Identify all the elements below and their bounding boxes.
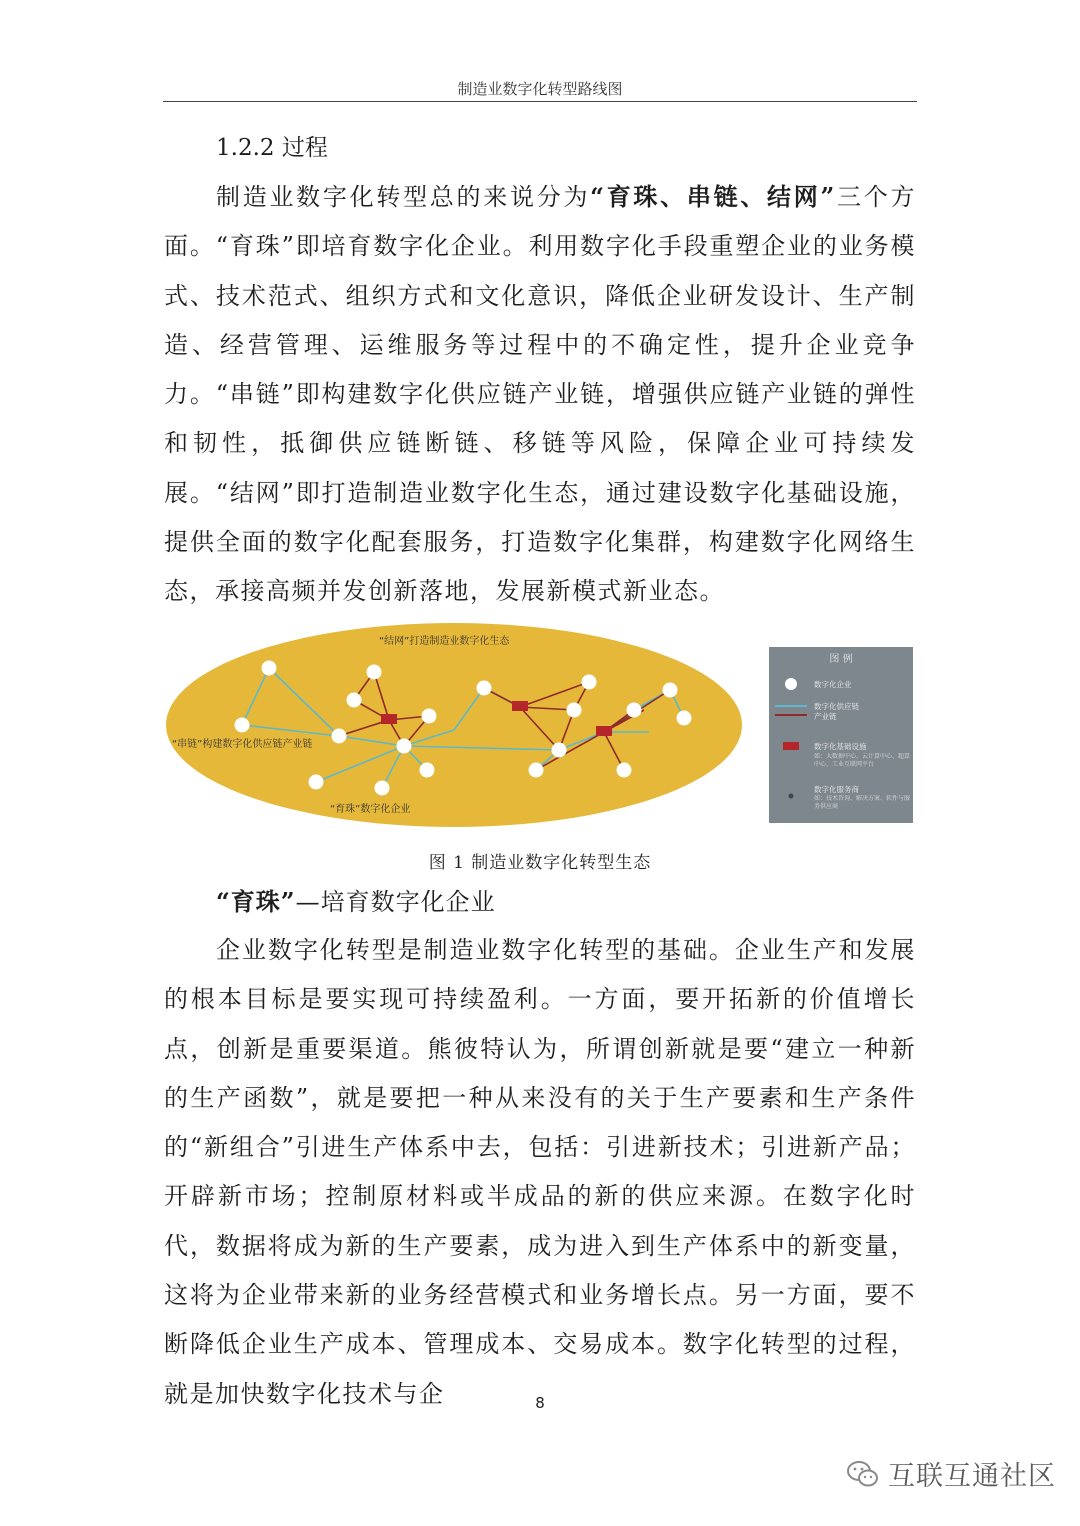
figure-caption: 图 1 制造业数字化转型生态 <box>428 853 652 873</box>
legend-item-supply: 数字化供应链 <box>814 702 859 711</box>
ecosystem-ellipse <box>166 623 742 827</box>
legend <box>769 647 913 823</box>
legend-infrastructure-swatch <box>783 742 799 750</box>
paragraph-intro: 制造业数字化转型总的来说分为 <box>216 183 591 211</box>
legend-service-note: 如：技术咨询、解决方案、软件与服务供应商 <box>814 795 910 810</box>
section-heading: 1.2.2 过程 <box>216 135 328 161</box>
legend-item-infrastructure: 数字化基础设施 <box>814 742 867 751</box>
header-divider <box>163 101 917 102</box>
paragraph-enterprise: 企业数字化转型是制造业数字化转型的基础。企业生产和发展的根本目标是要实现可持续盈利。一方面，要开拓新的价值增长点，创新是重要渠道。熊彼特认为，所谓创新就是要“建立一种新的生产函数”，就是要把一种从来没有的关于生产要素和生产条件的“新组合”引进生产体系中去，包括：引进新技术；引进新产品；开辟新市场；控制原材料或半成品的新的供应来源。在数字化时代，数据将成为新的生产要素，成为进入到生产体系中的新变量，这将为企业带来新的业务经营模式和业务增长点。另一方面，要不断降低企业生产成本、管理成本、交易成本。数字化转型的过程，就是加快数字化技术与企 <box>164 936 916 1408</box>
wechat-icon <box>846 1459 880 1489</box>
legend-service-swatch <box>789 794 794 799</box>
legend-item-industry: 产业链 <box>814 712 837 721</box>
ecosystem-figure <box>164 620 914 830</box>
legend-infrastructure-note: 如：大数据中心、云计算中心、超算中心、工业互联网平台 <box>814 753 910 768</box>
paragraph-process <box>164 172 916 617</box>
running-header: 制造业数字化转型路线图 <box>457 80 623 98</box>
subheading-rest: —培育数字化企业 <box>295 888 496 916</box>
label-chain: “串链”构建数字化供应链产业链 <box>172 739 313 750</box>
paragraph-body: 三个方面。“育珠”即培育数字化企业。利用数字化手段重塑企业的业务模式、技术范式、组织方式和文化意识，降低企业研发设计、生产制造、经营管理、运维服务等过程中的不确定性，提升企业竞争力。“串链”即构建数字化供应链产业链，增强供应链产业链的弹性和韧性，抵御供应链断链、移链等风险，保障企业可持续发展。“结网”即打造制造业数字化生态，通过建设数字化基础设施，提供全面的数字化配套服务，打造数字化集群，构建数字化网络生态，承接高频并发创新落地，发展新模式新业态。 <box>164 183 917 606</box>
page-number: 8 <box>535 1394 545 1412</box>
legend-title: 图 例 <box>829 654 853 665</box>
subheading-pearl <box>216 882 496 917</box>
legend-item-enterprise: 数字化企业 <box>814 680 852 689</box>
ecosystem-diagram <box>164 620 914 830</box>
watermark-text: 互联互通社区 <box>888 1461 1056 1492</box>
label-network: “结网”打造制造业数字化生态 <box>379 636 510 647</box>
label-pearl: “育珠”数字化企业 <box>330 804 411 815</box>
watermark <box>846 1454 1056 1493</box>
paragraph-emphasis: “育珠、串链、结网” <box>590 182 836 211</box>
legend-infrastructure-note-wrap <box>814 753 910 783</box>
subheading-emphasis: “育珠” <box>216 887 296 916</box>
legend-enterprise-swatch <box>785 678 797 690</box>
legend-item-service: 数字化服务商 <box>814 785 859 794</box>
legend-service-note-wrap <box>814 795 910 819</box>
